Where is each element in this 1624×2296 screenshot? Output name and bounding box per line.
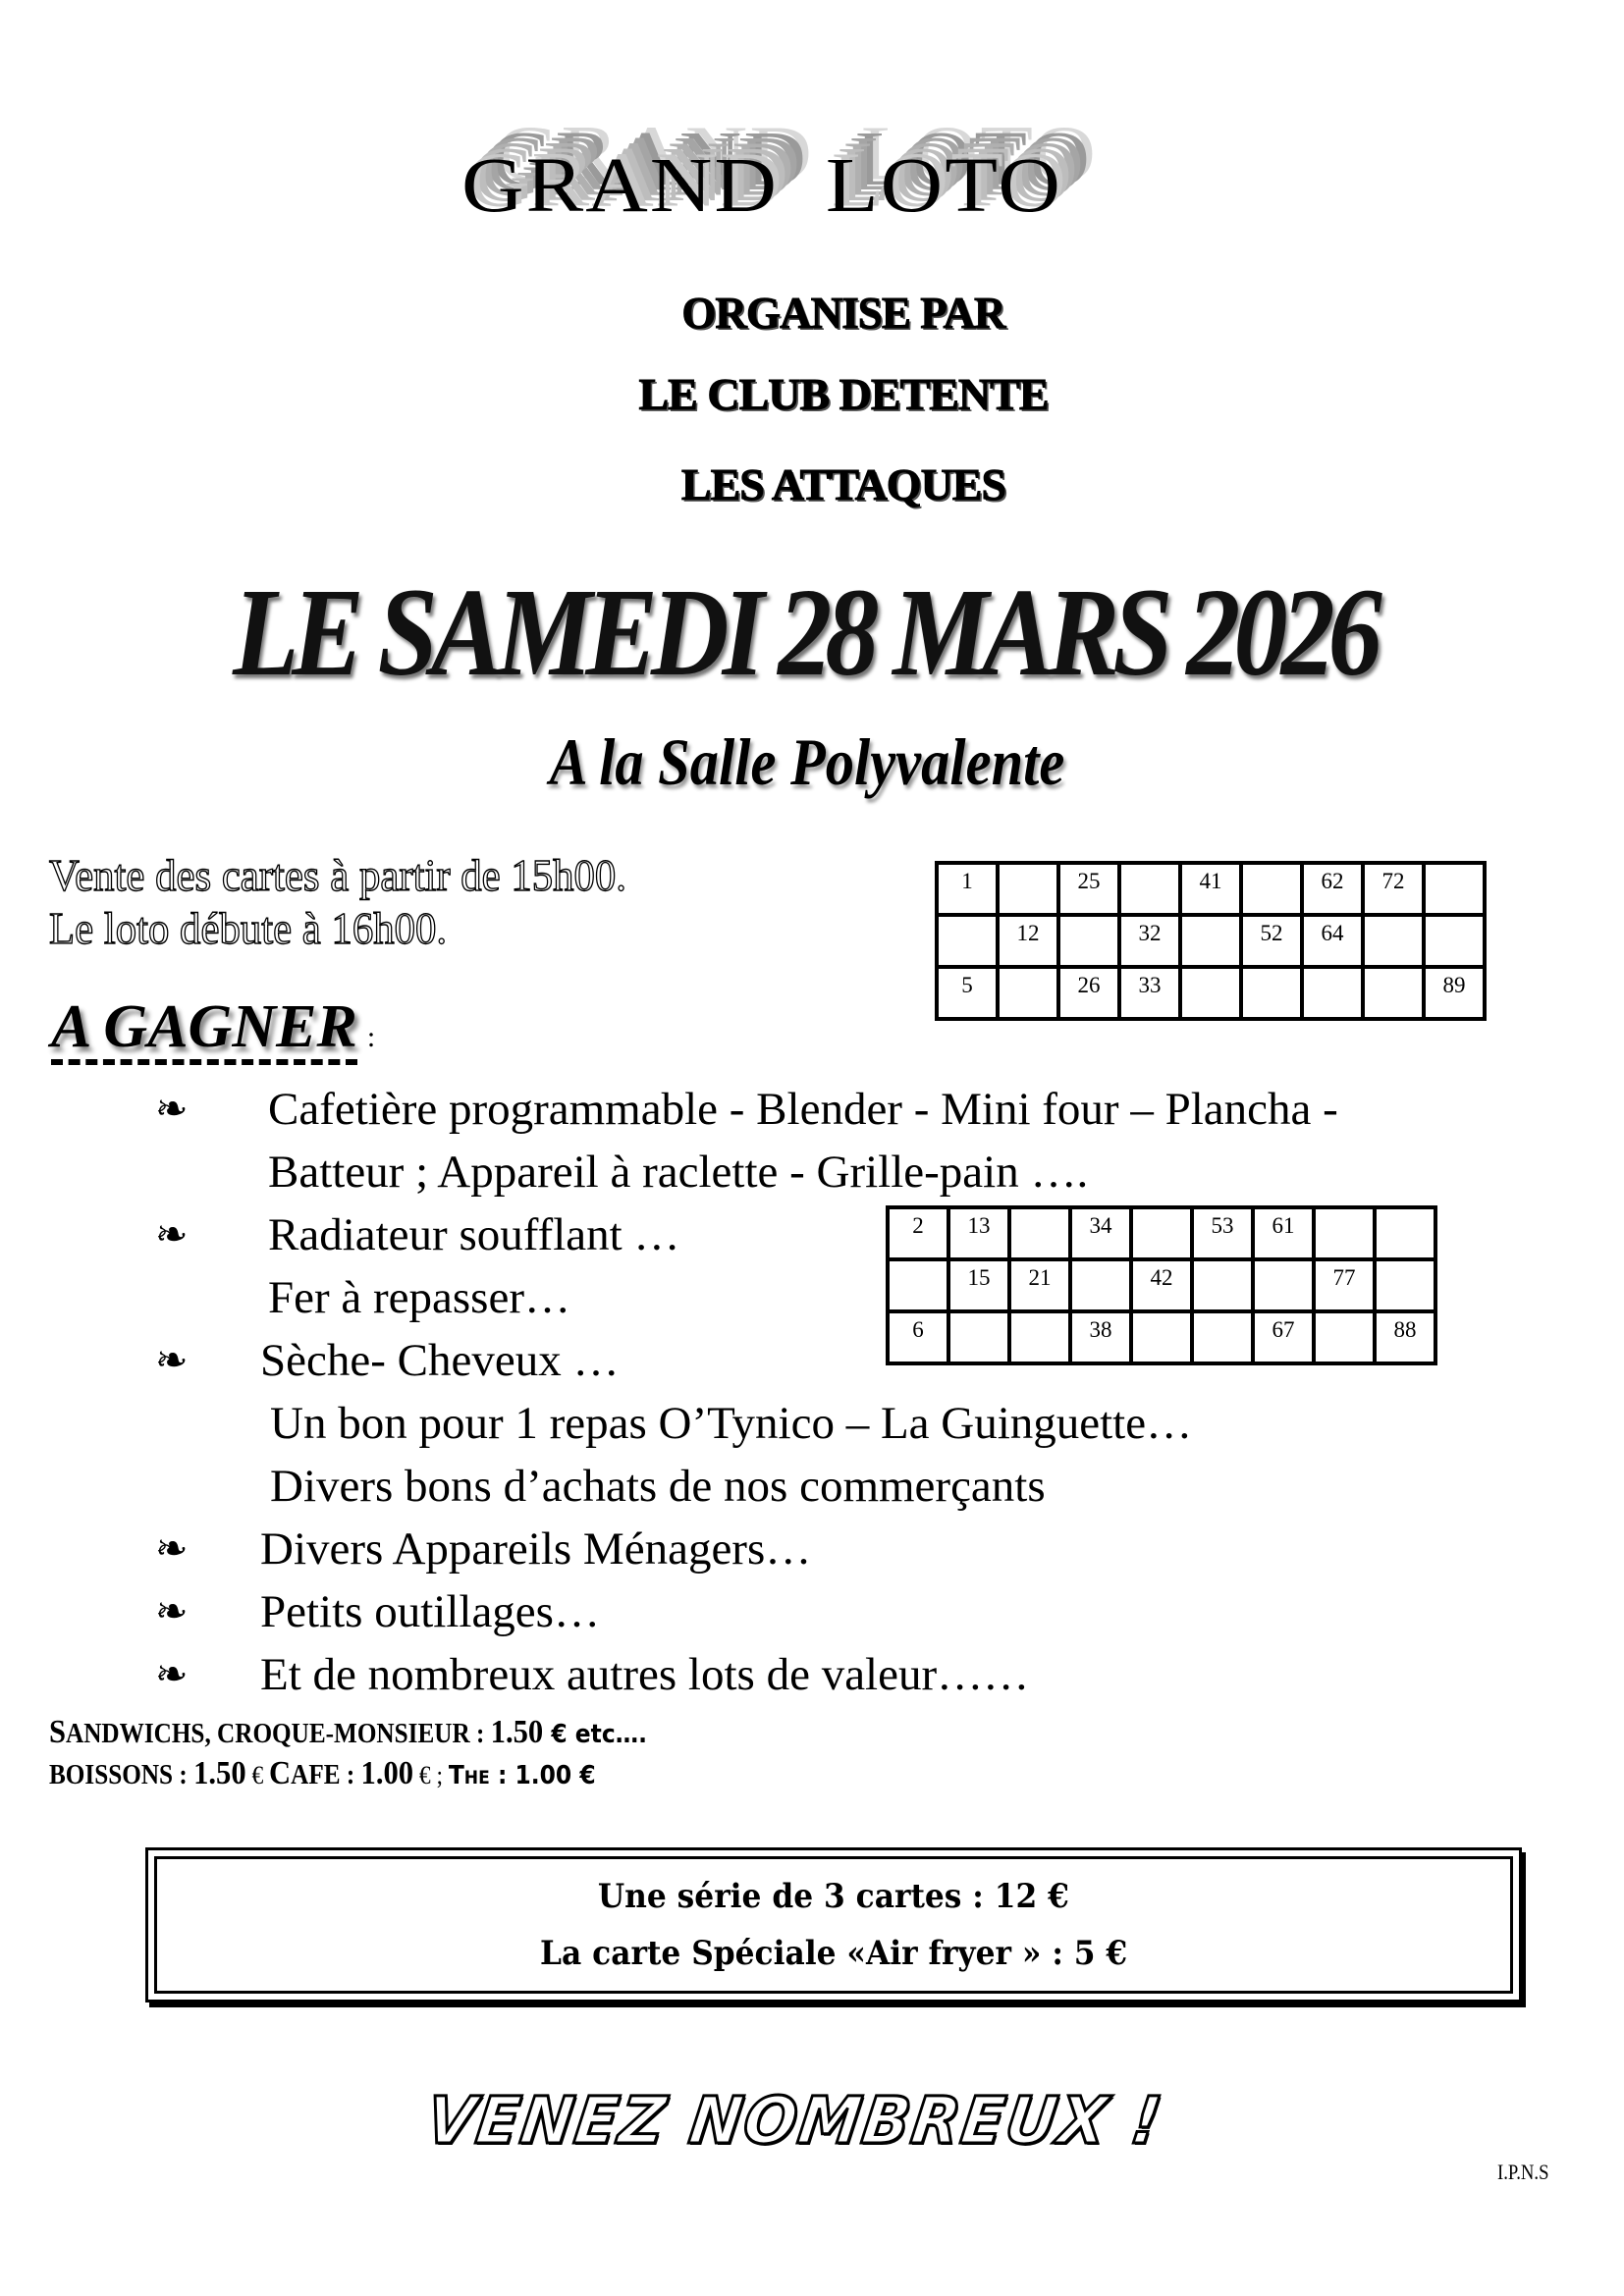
card-cell: 52 <box>1241 915 1302 967</box>
card-cell: 34 <box>1070 1207 1131 1259</box>
card-cell <box>1314 1207 1375 1259</box>
card-cell <box>1180 915 1241 967</box>
floral-heart-icon: ❧ <box>155 1526 189 1571</box>
card-cell <box>888 1259 948 1311</box>
prize-text: Cafetière programmable - Blender - Mini four – Plancha - <box>268 1084 1338 1135</box>
card-cell <box>1180 967 1241 1019</box>
floral-heart-icon: ❧ <box>155 1589 189 1633</box>
card-cell <box>1424 915 1485 967</box>
list-item <box>147 1518 1571 1580</box>
card-cell <box>1241 863 1302 915</box>
list-item <box>147 1643 1571 1706</box>
card-cell <box>948 1311 1009 1363</box>
card-cell: 1 <box>937 863 998 915</box>
card-cell: 33 <box>1119 967 1180 1019</box>
card-pricing-box <box>145 1847 1522 2002</box>
organizer-line-1: ORGANISE PAR <box>681 288 1005 338</box>
prize-text: Un bon pour 1 repas O’Tynico – La Guinguette… <box>270 1398 1193 1449</box>
card-cell: 89 <box>1424 967 1485 1019</box>
food-line: SANDWICHS, CROQUE-MONSIEUR : 1.50 € etc…. <box>49 1714 648 1750</box>
main-title: GRAND LOTO <box>461 142 1062 229</box>
floral-heart-icon: ❧ <box>155 1212 189 1256</box>
footer-slogan: VENEZ NOMBREUX ! <box>421 2083 1167 2159</box>
list-item <box>147 1078 1571 1203</box>
prizes-heading-colon: : <box>366 1021 376 1053</box>
drinks-line: BOISSONS : 1.50 € CAFE : 1.00 € ; THE : 1.00 € <box>49 1755 596 1791</box>
prizes-heading-wrap <box>51 993 376 1065</box>
card-cell: 77 <box>1314 1259 1375 1311</box>
special-card-price: La carte Spéciale «Air fryer » : 5 € <box>539 1934 1128 1973</box>
prizes-heading: A GAGNER <box>51 996 357 1065</box>
card-cell <box>1314 1311 1375 1363</box>
card-cell <box>1253 1259 1314 1311</box>
card-cell <box>1192 1259 1253 1311</box>
card-row <box>888 1259 1435 1311</box>
prize-text: Petits outillages… <box>260 1586 600 1637</box>
card-cell: 61 <box>1253 1207 1314 1259</box>
card-cell: 25 <box>1058 863 1119 915</box>
floral-heart-icon: ❧ <box>155 1087 189 1131</box>
ipns-mark: I.P.N.S <box>1497 2160 1549 2184</box>
card-cell: 6 <box>888 1311 948 1363</box>
card-row <box>937 967 1485 1019</box>
loto-start-time: Le loto débute à 16h00. <box>49 903 448 953</box>
card-cell <box>937 915 998 967</box>
card-row <box>888 1311 1435 1363</box>
prize-list <box>147 1078 1571 1706</box>
card-cell <box>1424 863 1485 915</box>
card-cell <box>1009 1311 1070 1363</box>
card-cell: 67 <box>1253 1311 1314 1363</box>
prize-text: Et de nombreux autres lots de valeur…… <box>260 1649 1030 1700</box>
organizer-line-2: LE CLUB DETENTE <box>638 369 1049 419</box>
card-row <box>937 915 1485 967</box>
event-date: LE SAMEDI 28 MARS 2026 <box>233 562 1376 702</box>
card-cell: 5 <box>937 967 998 1019</box>
card-sale-time: Vente des cartes à partir de 15h00. <box>49 850 627 900</box>
prize-text: Fer à repasser… <box>268 1272 570 1323</box>
card-cell: 21 <box>1009 1259 1070 1311</box>
card-cell <box>1375 1207 1435 1259</box>
card-cell: 15 <box>948 1259 1009 1311</box>
loto-card-2 <box>886 1205 1437 1365</box>
card-cell <box>1058 915 1119 967</box>
prize-text: Divers bons d’achats de nos commerçants <box>270 1461 1046 1512</box>
card-cell: 62 <box>1302 863 1363 915</box>
card-cell: 2 <box>888 1207 948 1259</box>
card-cell <box>1375 1259 1435 1311</box>
event-venue: A la Salle Polyvalente <box>549 724 1065 799</box>
card-cell: 41 <box>1180 863 1241 915</box>
card-cell: 13 <box>948 1207 1009 1259</box>
organizer-line-3: LES ATTAQUES <box>680 459 1006 509</box>
schedule-block <box>49 849 626 955</box>
card-cell <box>998 967 1058 1019</box>
card-cell: 12 <box>998 915 1058 967</box>
card-cell <box>1119 863 1180 915</box>
card-cell <box>1009 1207 1070 1259</box>
prize-text: Batteur ; Appareil à raclette - Grille-pain …. <box>268 1147 1089 1198</box>
card-row <box>888 1207 1435 1259</box>
card-cell: 64 <box>1302 915 1363 967</box>
card-cell: 88 <box>1375 1311 1435 1363</box>
card-cell <box>1192 1311 1253 1363</box>
card-cell <box>1363 915 1424 967</box>
card-cell: 38 <box>1070 1311 1131 1363</box>
card-cell <box>998 863 1058 915</box>
loto-card-1 <box>935 861 1487 1021</box>
card-cell: 42 <box>1131 1259 1192 1311</box>
card-cell: 32 <box>1119 915 1180 967</box>
prize-text: Divers Appareils Ménagers… <box>260 1523 812 1575</box>
food-drink-prices <box>49 1713 647 1797</box>
card-cell: 72 <box>1363 863 1424 915</box>
card-cell <box>1131 1311 1192 1363</box>
card-cell: 26 <box>1058 967 1119 1019</box>
card-cell <box>1070 1259 1131 1311</box>
card-cell <box>1363 967 1424 1019</box>
floral-heart-icon: ❧ <box>155 1338 189 1382</box>
prize-text: Radiateur soufflant … <box>268 1209 680 1260</box>
list-item <box>147 1580 1571 1643</box>
card-cell <box>1302 967 1363 1019</box>
prize-text: Sèche- Cheveux … <box>260 1335 620 1386</box>
card-cell <box>1241 967 1302 1019</box>
floral-heart-icon: ❧ <box>155 1652 189 1696</box>
card-cell: 53 <box>1192 1207 1253 1259</box>
card-cell <box>1131 1207 1192 1259</box>
card-row <box>937 863 1485 915</box>
series-price: Une série de 3 cartes : 12 € <box>597 1877 1070 1916</box>
